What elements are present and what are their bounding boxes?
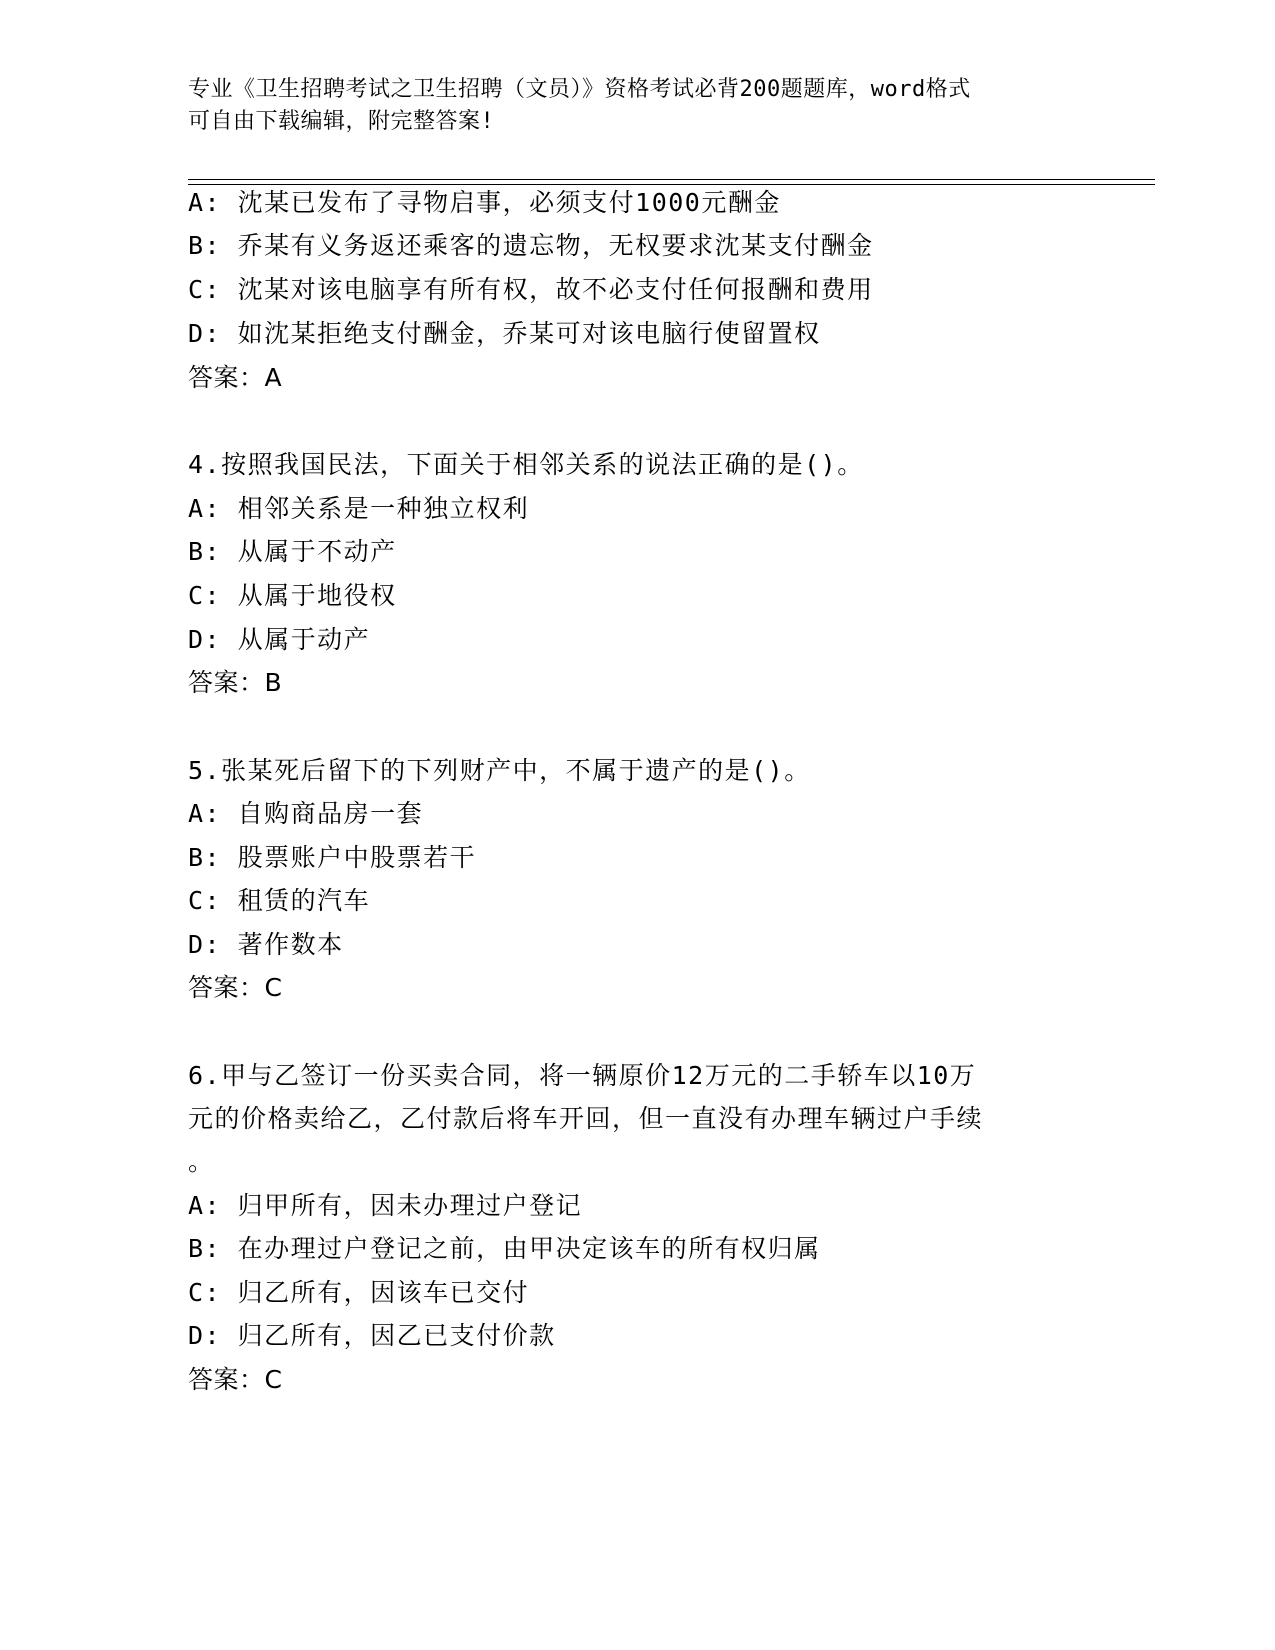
q5-answer: 答案：C <box>188 973 283 1002</box>
q4-option-d: D: 从属于动产 <box>188 625 371 654</box>
q6-option-a: A: 归甲所有，因未办理过户登记 <box>188 1191 583 1220</box>
header-title-line-1: 专业《卫生招聘考试之卫生招聘（文员）》资格考试必背200题题库，word格式 <box>188 77 971 102</box>
q6-answer: 答案：C <box>188 1365 283 1394</box>
q4-option-c: C: 从属于地役权 <box>188 581 397 610</box>
q6-question-line-2: 元的价格卖给乙，乙付款后将车开回，但一直没有办理车辆过户手续 <box>188 1104 984 1133</box>
q6-option-b: B: 在办理过户登记之前，由甲决定该车的所有权归属 <box>188 1234 821 1263</box>
q3-answer: 答案：A <box>188 363 283 392</box>
q4-question: 4.按照我国民法，下面关于相邻关系的说法正确的是()。 <box>188 450 864 479</box>
q6-question-line-1: 6.甲与乙签订一份买卖合同，将一辆原价12万元的二手轿车以10万 <box>188 1061 977 1090</box>
q6-option-c: C: 归乙所有，因该车已交付 <box>188 1278 530 1307</box>
header-divider-top <box>188 179 1155 180</box>
header-title-line-2: 可自由下载编辑，附完整答案! <box>188 109 495 134</box>
q6-question-line-3: 。 <box>188 1147 214 1176</box>
q5-option-c: C: 租赁的汽车 <box>188 886 371 915</box>
q3-option-d: D: 如沈某拒绝支付酬金，乔某可对该电脑行使留置权 <box>188 319 821 348</box>
q3-option-a: A: 沈某已发布了寻物启事，必须支付1000元酬金 <box>188 188 781 217</box>
q3-option-b: B: 乔某有义务返还乘客的遗忘物，无权要求沈某支付酬金 <box>188 231 874 260</box>
q4-option-a: A: 相邻关系是一种独立权利 <box>188 494 530 523</box>
q4-answer: 答案：B <box>188 668 283 697</box>
q4-option-b: B: 从属于不动产 <box>188 537 397 566</box>
document-header <box>188 74 1088 138</box>
q3-option-c: C: 沈某对该电脑享有所有权，故不必支付任何报酬和费用 <box>188 275 874 304</box>
q5-option-b: B: 股票账户中股票若干 <box>188 843 477 872</box>
header-divider-bottom <box>188 184 1155 185</box>
q5-option-a: A: 自购商品房一套 <box>188 799 424 828</box>
q5-question: 5.张某死后留下的下列财产中，不属于遗产的是()。 <box>188 756 811 785</box>
q6-option-d: D: 归乙所有，因乙已支付价款 <box>188 1321 556 1350</box>
q5-option-d: D: 著作数本 <box>188 930 344 959</box>
